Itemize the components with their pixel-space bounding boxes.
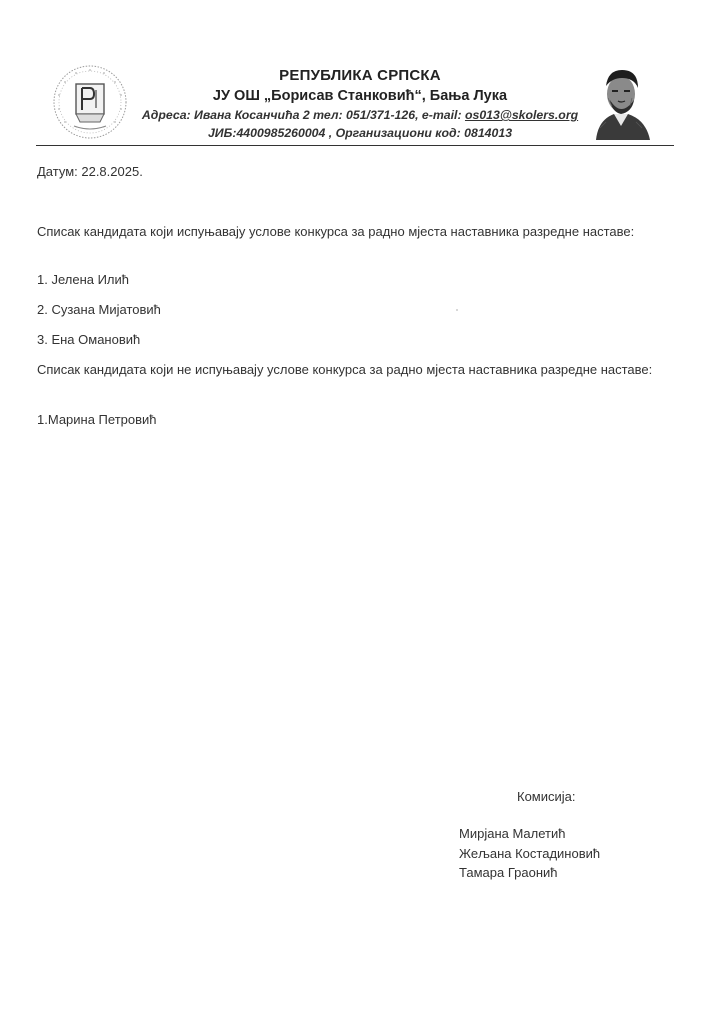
scan-speck xyxy=(456,309,458,311)
qualified-candidate-2: 2. Сузана Мијатовић xyxy=(37,302,161,317)
email-link[interactable]: os013@skolers.org xyxy=(464,108,579,122)
commission-member-3: Тамара Граонић xyxy=(459,865,558,880)
identification-line: ЈИБ:4400985260004 , Организациони код: 0814013 xyxy=(207,126,513,140)
school-name: ЈУ ОШ „Борисав Станковић“, Бања Лука xyxy=(212,88,508,104)
commission-members xyxy=(459,824,600,883)
qualified-candidates-heading: Списак кандидата који испуњавају услове конкурса за радно мјеста наставника разредне наставе: xyxy=(37,224,635,239)
unqualified-candidates-heading: Списак кандидата који не испуњавају услове конкурса за радно мјеста наставника разредне наставе: xyxy=(37,362,653,377)
address-line xyxy=(130,106,590,124)
address-text: Адреса: Ивана Косанчића 2 тел: 051/371-126, e-mail: xyxy=(141,108,465,122)
qualified-candidate-1: 1. Јелена Илић xyxy=(37,272,130,287)
commission-label: Комисија: xyxy=(517,789,576,804)
commission-member-1: Мирјана Малетић xyxy=(459,826,566,841)
header-divider xyxy=(36,145,674,146)
letterhead xyxy=(130,66,590,142)
commission-member-2: Жељана Костадиновић xyxy=(459,845,601,861)
portrait-icon xyxy=(588,62,654,140)
school-emblem-icon xyxy=(52,64,128,140)
country-title: РЕПУБЛИКА СРПСКА xyxy=(279,67,441,84)
document-date: Датум: 22.8.2025. xyxy=(37,164,143,179)
unqualified-candidate-1: 1.Марина Петровић xyxy=(37,412,157,427)
qualified-candidate-3: 3. Ена Омановић xyxy=(37,332,141,347)
